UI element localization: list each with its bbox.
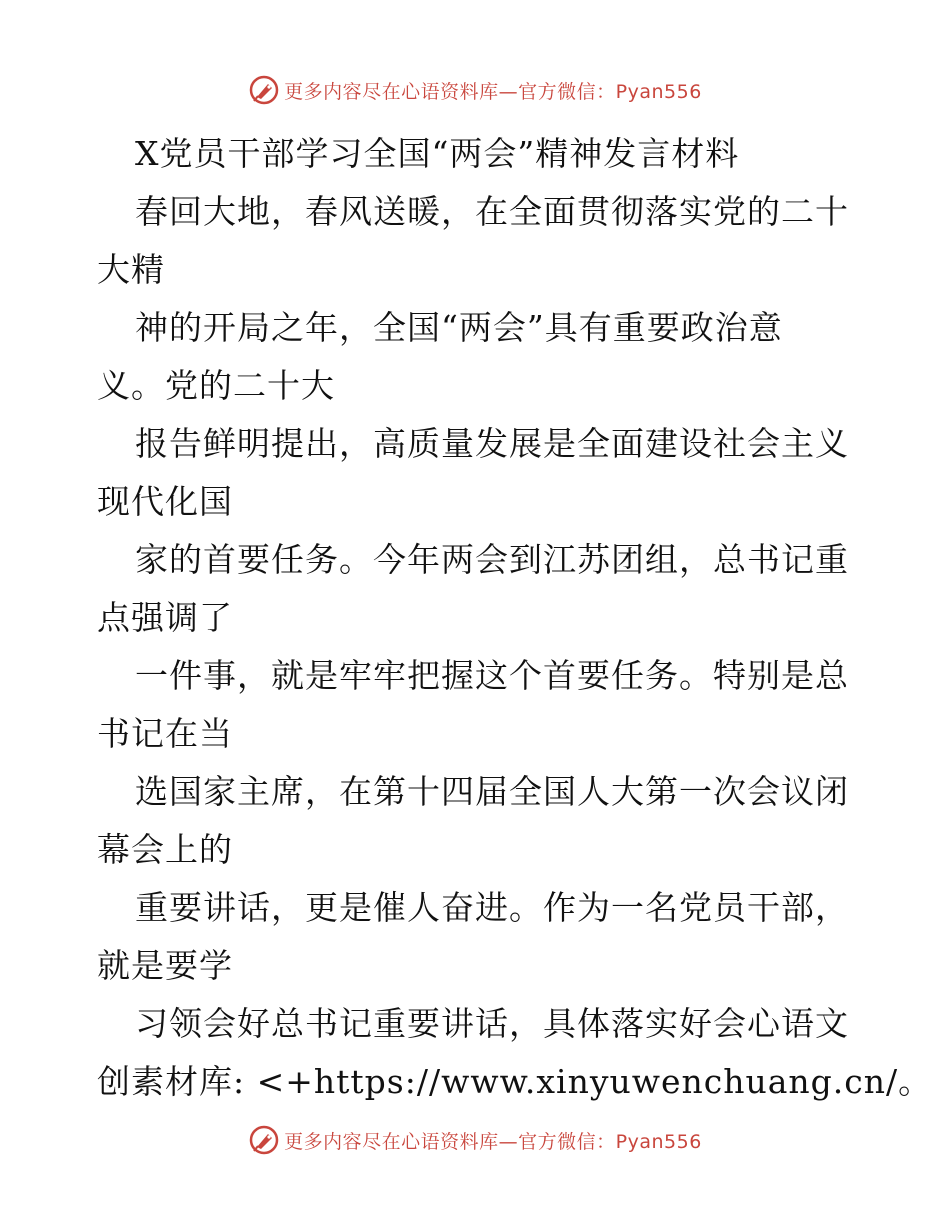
paragraph-line: 一件事，就是牢牢把握这个首要任务。特别是总 [135,656,849,695]
document-body [97,125,933,1111]
paragraph-line: 书记在当 [97,714,233,753]
paragraph-line: 点强调了 [97,598,233,637]
watermark-text: 更多内容尽在心语资料库—官方微信：Pyan556 [284,80,702,103]
footer-watermark-banner [0,1120,950,1160]
document-title: X党员干部学习全国“两会”精神发言材料 [135,134,740,173]
paragraph-line-with-link: 创素材库: <+https://www.xinyuwenchuang.cn/。 [97,1062,933,1101]
pen-nib-logo-icon [248,1124,280,1156]
paragraph-line: 选国家主席，在第十四届全国人大第一次会议闭 [135,772,849,811]
paragraph-line: 习领会好总书记重要讲话，具体落实好会心语文 [135,1004,849,1043]
paragraph-line: 家的首要任务。今年两会到江苏团组，总书记重 [135,540,849,579]
pen-nib-logo-icon [248,74,280,106]
paragraph-line: 神的开局之年，全国“两会”具有重要政治意 [135,308,783,347]
header-watermark-banner [0,70,950,110]
paragraph-line: 就是要学 [97,946,233,985]
paragraph-line: 报告鲜明提出，高质量发展是全面建设社会主义 [135,424,849,463]
watermark-text: 更多内容尽在心语资料库—官方微信：Pyan556 [284,1130,702,1153]
paragraph-line: 春回大地，春风送暖，在全面贯彻落实党的二十 [135,192,849,231]
paragraph-line: 幕会上的 [97,830,233,869]
paragraph-line: 义。党的二十大 [97,366,335,405]
paragraph-line: 大精 [97,250,165,289]
paragraph-line: 重要讲话，更是催人奋进。作为一名党员干部， [135,888,849,927]
paragraph-line: 现代化国 [97,482,233,521]
